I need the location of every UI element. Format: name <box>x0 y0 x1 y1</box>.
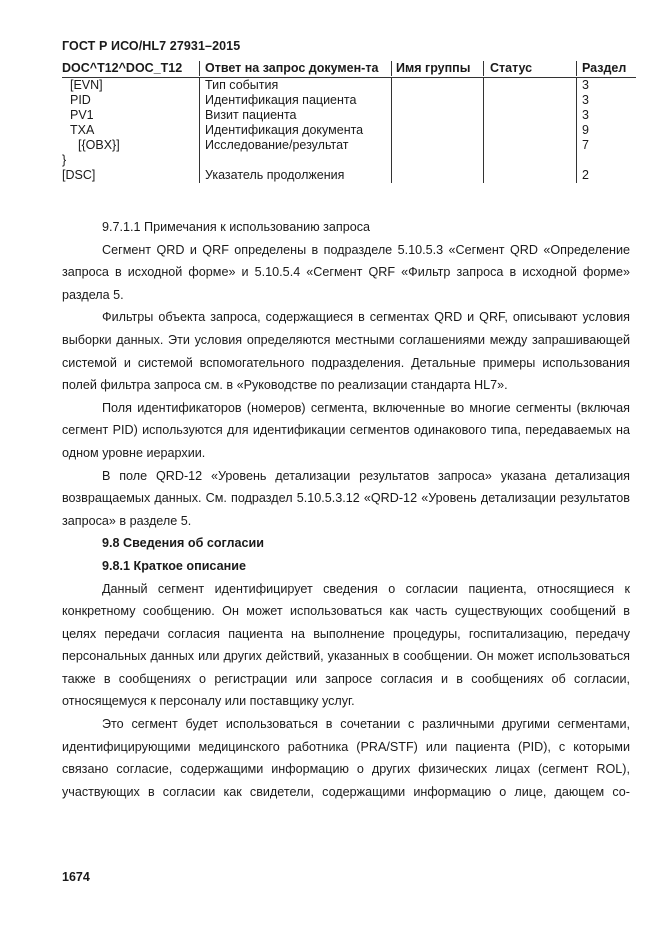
table-row <box>62 138 636 153</box>
table-cell-group <box>391 108 483 123</box>
table-cell-group <box>391 93 483 108</box>
table-cell-description: Тип события <box>199 78 391 93</box>
table-cell-segment: [DSC] <box>62 168 96 182</box>
column-header: Раздел <box>576 61 636 76</box>
column-header: DOC^T12^DOC_T12 <box>62 61 183 75</box>
table-cell-description: Идентификация пациента <box>199 93 391 108</box>
table-row <box>62 108 636 123</box>
paragraph: 9.7.1.1 Примечания к использованию запроса <box>102 220 371 234</box>
page-number: 1674 <box>62 870 90 884</box>
table-header-row <box>62 61 636 78</box>
column-header: Ответ на запрос докумен-та <box>199 61 391 76</box>
table-cell-section: 3 <box>576 78 636 93</box>
table-cell-description: Указатель продолжения <box>199 168 391 183</box>
table-cell-status <box>483 168 576 183</box>
table-cell-description: Идентификация документа <box>199 123 391 138</box>
paragraph: Поля идентификаторов (номеров) сегмента, включенные во многие сегменты (включая сегмент PID) используются для идентификации сегментов одинакового типа, передаваемых на одном уровне иерархии. <box>62 400 630 460</box>
column-header: Статус <box>483 61 576 76</box>
table-cell-status <box>483 78 576 93</box>
table-body <box>62 78 636 183</box>
table-cell-segment: TXA <box>70 123 95 137</box>
table-cell-section: 2 <box>576 168 636 183</box>
table-cell-group <box>391 153 483 168</box>
paragraph: В поле QRD-12 «Уровень детализации результатов запроса» указана детализация возвращаемых данных. См. подраздел 5.10.5.3.12 «QRD-12 «Уровень детализации результатов запроса» в разделе 5. <box>62 468 630 528</box>
table-cell-segment: [{OBX}] <box>78 138 120 152</box>
table-cell-section: 9 <box>576 123 636 138</box>
table-cell-status <box>483 108 576 123</box>
table-cell-description <box>199 153 391 168</box>
table-cell-group <box>391 78 483 93</box>
table-row <box>62 78 636 93</box>
table-row <box>62 168 636 183</box>
column-header: Имя группы <box>391 61 483 76</box>
table-cell-section <box>576 153 636 168</box>
body-text <box>62 216 630 803</box>
table-cell-segment: PV1 <box>70 108 94 122</box>
table-cell-status <box>483 123 576 138</box>
table-cell-section: 7 <box>576 138 636 153</box>
table-cell-group <box>391 138 483 153</box>
section-heading: 9.8.1 Краткое описание <box>102 558 246 573</box>
section-heading: 9.8 Сведения об согласии <box>102 536 264 551</box>
table-cell-segment: PID <box>70 93 91 107</box>
table-cell-status <box>483 138 576 153</box>
paragraph: Фильтры объекта запроса, содержащиеся в сегментах QRD и QRF, описывают условия выборки данных. Эти условия определяются местными соглашениями между запрашивающей системой и системой вспомогательного подразделения. Детальные примеры использования полей фильтра запроса см. в «Руководстве по реализации стандарта HL7». <box>62 310 630 393</box>
table-cell-group <box>391 168 483 183</box>
document-header: ГОСТ Р ИСО/HL7 27931–2015 <box>62 39 241 53</box>
table-cell-segment: } <box>62 153 67 167</box>
table-cell-section: 3 <box>576 93 636 108</box>
table-cell-status <box>483 153 576 168</box>
paragraph: Это сегмент будет использоваться в сочетании с различными другими сегментами, идентифицирующими медицинского работника (PRA/STF) или пациента (PID), с которыми связано согласие, содержащими информацию о других физических лицах (сегмент ROL), участвующих в согласии как свидетели, содержащими информацию о лице, дающем со- <box>62 717 630 799</box>
table-row <box>62 93 636 108</box>
table-cell-description: Визит пациента <box>199 108 391 123</box>
table-cell-description: Исследование/результат <box>199 138 391 153</box>
table-cell-group <box>391 123 483 138</box>
table-row <box>62 153 636 168</box>
table-cell-status <box>483 93 576 108</box>
message-structure-table <box>62 61 636 183</box>
paragraph: Сегмент QRD и QRF определены в подразделе 5.10.5.3 «Сегмент QRD «Определение запроса в исходной форме» и 5.10.5.4 «Сегмент QRF «Фильтр запроса в исходной форме» раздела 5. <box>62 242 630 302</box>
table-cell-section: 3 <box>576 108 636 123</box>
table-cell-segment: [EVN] <box>70 78 103 92</box>
table-row <box>62 123 636 138</box>
paragraph: Данный сегмент идентифицирует сведения о согласии пациента, относящиеся к конкретному сообщению. Он может использоваться как часть существующих сообщений в целях передачи согласия пациента на выполнение процедуры, госпитализацию, передачу персональных данных или других действий, указанных в сообщении. Он может использоваться также в сообщениях о регистрации или запросе согласия и в сообщениях об согласии, относящемуся к персоналу или поставщику услуг. <box>62 581 630 709</box>
